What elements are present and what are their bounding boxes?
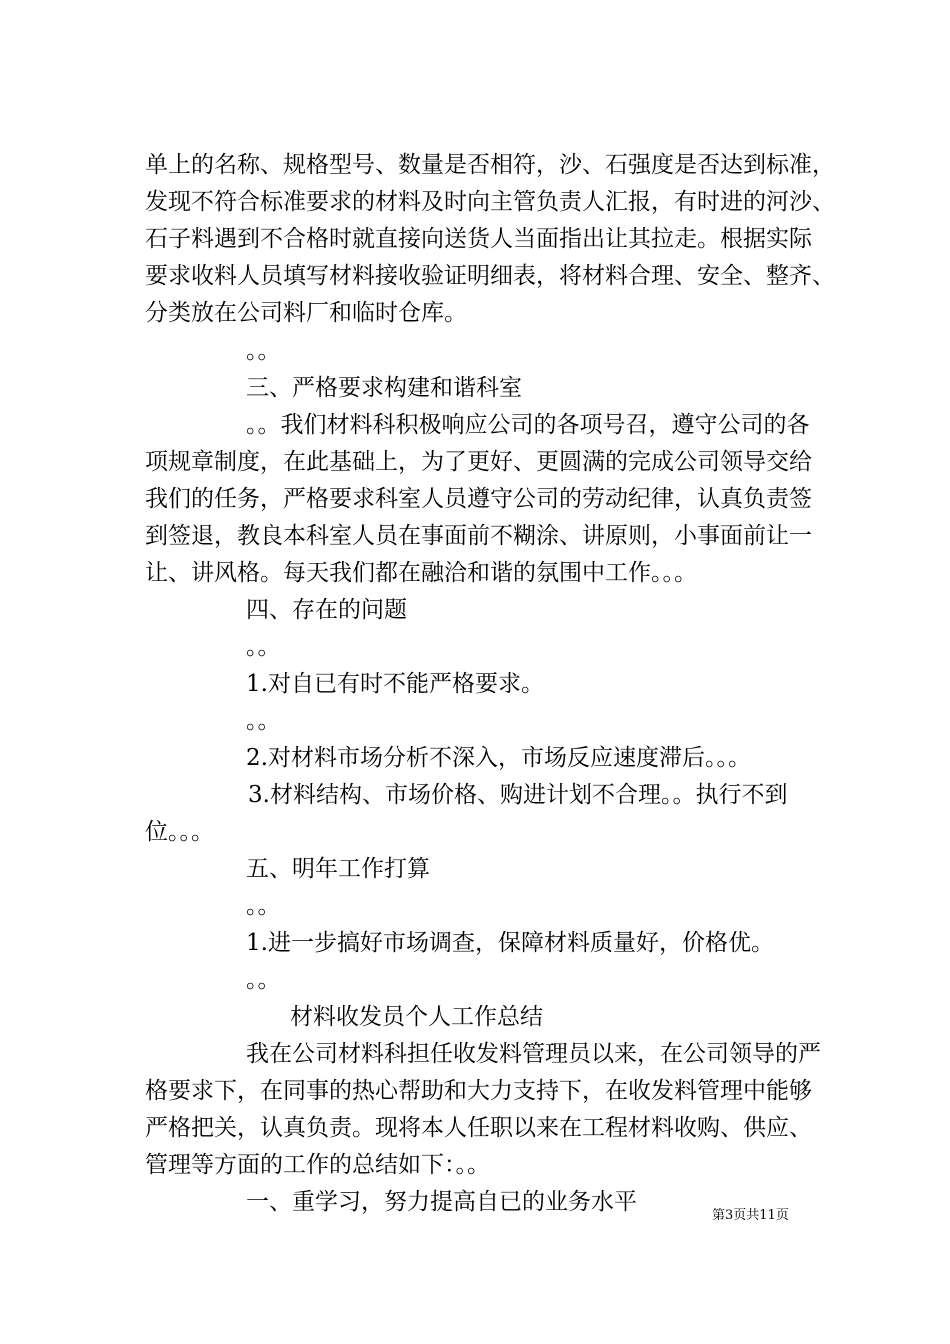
- body-line: 让、讲风格。每天我们都在融洽和谐的氛围中工作。。。: [145, 560, 697, 586]
- body-line: 我们的任务，严格要求科室人员遵守公司的劳动纪律，认真负责签: [145, 486, 812, 512]
- section-heading: 一、重学习，努力提高自已的业务水平: [246, 1189, 637, 1215]
- document-title: 材料收发员个人工作总结: [290, 1004, 543, 1030]
- body-line: 要求收料人员填写材料接收验证明细表，将材料合理、安全、整齐、: [145, 263, 835, 289]
- body-line: 到签退，教良本科室人员在事面前不糊涂、讲原则，小事面前让一: [145, 523, 812, 549]
- body-line: 发现不符合标准要求的材料及时向主管负责人汇报，有时进的河沙、: [145, 189, 835, 215]
- body-line: 。。: [246, 967, 281, 993]
- body-line: 位。。。: [145, 819, 214, 845]
- body-line: 。。: [246, 893, 281, 919]
- body-line: 。。我们材料科积极响应公司的各项号召，遵守公司的各: [246, 412, 810, 438]
- body-line: 严格把关，认真负责。现将本人任职以来在工程材料收购、供应、: [145, 1115, 812, 1141]
- body-line: 分类放在公司料厂和临时仓库。: [145, 300, 467, 326]
- body-line: 。。: [246, 338, 281, 364]
- list-item: 2.对材料市场分析不深入，市场反应速度滞后。。。: [246, 745, 751, 771]
- list-item: 3.材料结构、市场价格、购进计划不合理。。执行不到: [248, 782, 788, 808]
- body-line: 单上的名称、规格型号、数量是否相符，沙、石强度是否达到标准，: [145, 152, 835, 178]
- section-heading: 三、严格要求构建和谐科室: [246, 375, 522, 401]
- body-line: 项规章制度，在此基础上，为了更好、更圆满的完成公司领导交给: [145, 449, 812, 475]
- body-line: 石子料遇到不合格时就直接向送货人当面指出让其拉走。根据实际: [145, 226, 812, 252]
- body-line: 我在公司材料科担任收发料管理员以来，在公司领导的严: [246, 1041, 821, 1067]
- body-line: 。。: [246, 708, 281, 734]
- body-line: 管理等方面的工作的总结如下：。。: [145, 1152, 490, 1178]
- body-line: 。。: [246, 634, 281, 660]
- list-item: 1.进一步搞好市场调查，保障材料质量好，价格优。: [246, 930, 774, 956]
- section-heading: 四、存在的问题: [246, 597, 407, 623]
- body-line: 格要求下，在同事的热心帮助和大力支持下，在收发料管理中能够: [145, 1078, 812, 1104]
- list-item: 1.对自已有时不能严格要求。: [246, 671, 544, 697]
- section-heading: 五、明年工作打算: [246, 856, 430, 882]
- page-number: 第3页共11页: [712, 1208, 789, 1223]
